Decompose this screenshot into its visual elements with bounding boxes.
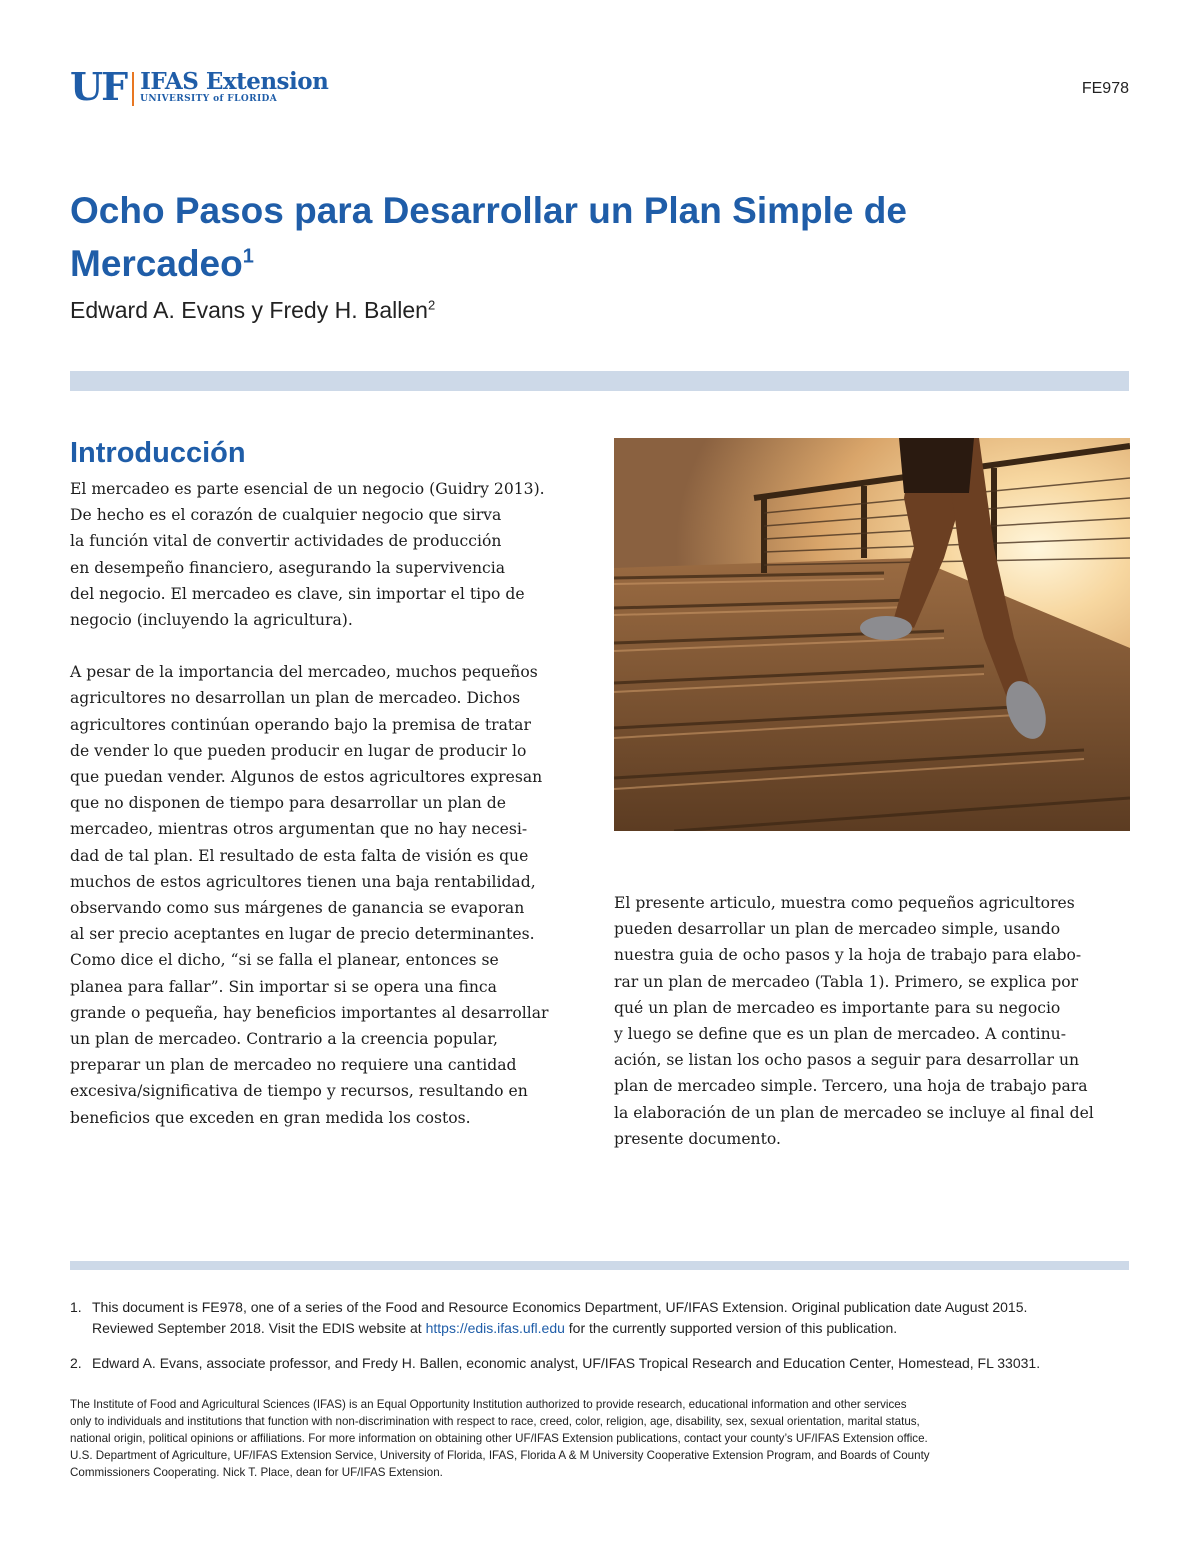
title-footnote-mark: 1	[242, 245, 254, 268]
logo-ifas-text: IFAS Extension	[140, 68, 329, 95]
paragraph-line: Como dice el dicho, “si se falla el planear, entonces se	[70, 951, 499, 970]
paragraph-line: y luego se define que es un plan de mercadeo. A continu-	[614, 1025, 1066, 1044]
page-title	[70, 184, 1070, 290]
title-line-2	[70, 237, 1070, 290]
logo-wordmark	[140, 70, 328, 105]
stairs-runner-photo	[614, 438, 1130, 831]
paragraph-line: mercadeo, mientras otros argumentan que no hay necesi-	[70, 820, 528, 839]
paragraph-line: en desempeño financiero, asegurando la supervivencia	[70, 558, 506, 577]
paragraph-line: grande o pequeña, hay beneficios importantes al desarrollar	[70, 1003, 549, 1022]
paragraph-line: presente documento.	[614, 1129, 781, 1148]
footnote-divider	[70, 1261, 1129, 1270]
paragraph-line: la elaboración de un plan de mercadeo se incluye al final del	[614, 1103, 1094, 1122]
footnote-1-number: 1.	[70, 1299, 82, 1315]
paragraph-line: planea para fallar”. Sin importar si se opera una finca	[70, 977, 497, 996]
paragraph-line: El mercadeo es parte esencial de un negocio (Guidry 2013).	[70, 480, 545, 498]
paragraph-line: beneficios que exceden en gran medida los costos.	[70, 1108, 471, 1127]
paragraph-line: nuestra guia de ocho pasos y la hoja de trabajo para elabo-	[614, 946, 1082, 965]
paragraph-line: rar un plan de mercadeo (Tabla 1). Primero, se explica por	[614, 972, 1079, 991]
paragraph-line: preparar un plan de mercadeo no requiere una cantidad	[70, 1056, 517, 1075]
document-code: FE978	[1081, 80, 1129, 97]
footnote-1-line-1: This document is FE978, one of a series of the Food and Resource Economics Department, UF/IFAS Extension. Original publication date August 2015.	[92, 1299, 1028, 1315]
paragraph-line: De hecho es el corazón de cualquier negocio que sirva	[70, 506, 502, 525]
logo-uf-mark: UF	[70, 64, 127, 109]
footnote-2-text: Edward A. Evans, associate professor, and Fredy H. Ballen, economic analyst, UF/IFAS Tropical Research and Education Center, Homestead, FL 33031.	[92, 1355, 1041, 1371]
footnote-2	[70, 1353, 1130, 1374]
footnote-1	[70, 1297, 1130, 1339]
paragraph-line: ación, se listan los ocho pasos a seguir para desarrollar un	[614, 1051, 1080, 1070]
paragraph-line: dad de tal plan. El resultado de esta falta de visión es que	[70, 846, 529, 865]
section-heading-introduccion: Introducción	[70, 437, 246, 469]
title-line-1: Ocho Pasos para Desarrollar un Plan Simple de	[70, 190, 907, 231]
paragraph-line: pueden desarrollar un plan de mercadeo simple, usando	[614, 920, 1061, 939]
paragraph-line: observando como sus márgenes de ganancia se evaporan	[70, 899, 525, 918]
authors-footnote-mark: 2	[427, 297, 436, 313]
disclaimer-line: Commissioners Cooperating. Nick T. Place, dean for UF/IFAS Extension.	[70, 1466, 443, 1479]
paragraph-line: agricultores continúan operando bajo la premisa de tratar	[70, 715, 531, 734]
title-divider	[70, 371, 1129, 391]
logo-university-text: UNIVERSITY of FLORIDA	[140, 94, 278, 104]
paragraph-line: la función vital de convertir actividades de producción	[70, 532, 502, 551]
logo-divider	[132, 72, 134, 106]
ifas-extension-logo	[70, 64, 329, 110]
footnote-2-number: 2.	[70, 1355, 82, 1371]
paragraph-line: plan de mercadeo simple. Tercero, una hoja de trabajo para	[614, 1077, 1088, 1096]
footnote-1-line-2-end: for the currently supported version of this publication.	[564, 1320, 898, 1336]
title-line-2-text: Mercadeo	[70, 243, 243, 284]
paragraph-line: de vender lo que pueden producir en lugar de producir lo	[70, 741, 527, 760]
disclaimer-line: only to individuals and institutions that function with non-discrimination with respect to race, creed, color, religion, age, disability, sex, sexual orientation, marital status,	[70, 1415, 920, 1428]
paragraph-line: qué un plan de mercadeo es importante para su negocio	[614, 998, 1061, 1017]
paragraph-line: negocio (incluyendo la agricultura).	[70, 611, 353, 630]
paragraph-line: al ser precio aceptantes en lugar de precio determinantes.	[70, 925, 535, 944]
intro-paragraph-3	[614, 890, 1130, 1152]
paragraph-line: excesiva/significativa de tiempo y recursos, resultando en	[70, 1082, 528, 1101]
right-column	[614, 890, 1130, 1152]
footnote-1-line-2: Reviewed September 2018. Visit the EDIS website at	[92, 1320, 426, 1336]
authors-text: Edward A. Evans y Fredy H. Ballen	[70, 297, 428, 323]
paragraph-line: El presente articulo, muestra como pequeños agricultores	[614, 894, 1075, 912]
edis-website-link[interactable]: https://edis.ifas.ufl.edu	[425, 1320, 565, 1336]
paragraph-line: que no disponen de tiempo para desarrollar un plan de	[70, 794, 506, 813]
left-column	[70, 476, 590, 1131]
authors-line	[70, 297, 435, 324]
paragraph-line: A pesar de la importancia del mercadeo, muchos pequeños	[70, 663, 538, 682]
disclaimer-line: The Institute of Food and Agricultural Sciences (IFAS) is an Equal Opportunity Institution authorized to provide research, educational information and other services	[70, 1398, 907, 1411]
paragraph-line: del negocio. El mercadeo es clave, sin importar el tipo de	[70, 584, 525, 603]
intro-paragraph-1	[70, 476, 590, 633]
paragraph-line: muchos de estos agricultores tienen una baja rentabilidad,	[70, 872, 536, 891]
disclaimer-line: national origin, political opinions or affiliations. For more information on obtaining other UF/IFAS Extension publications, contact your county’s UF/IFAS Extension office.	[70, 1432, 928, 1445]
paragraph-line: que puedan vender. Algunos de estos agricultores expresan	[70, 768, 543, 787]
paragraph-line: un plan de mercadeo. Contrario a la creencia popular,	[70, 1030, 498, 1049]
equal-opportunity-disclaimer	[70, 1396, 1130, 1481]
paragraph-line: agricultores no desarrollan un plan de mercadeo. Dichos	[70, 689, 521, 708]
disclaimer-line: U.S. Department of Agriculture, UF/IFAS Extension Service, University of Florida, IFAS, Florida A & M University Cooperative Extension Program, and Boards of County	[70, 1449, 930, 1462]
intro-paragraph-2	[70, 659, 590, 1131]
